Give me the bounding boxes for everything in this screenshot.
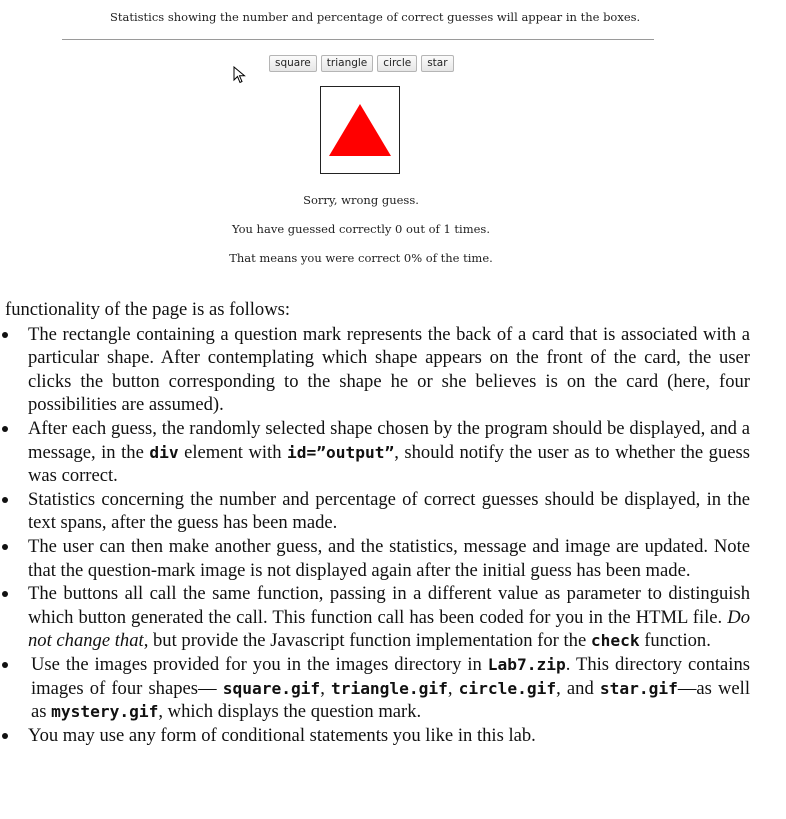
star-button[interactable]: star — [421, 55, 453, 72]
code-div: div — [149, 442, 179, 462]
divider — [62, 39, 654, 40]
instruction-list — [5, 323, 750, 748]
list-item: The user can then make another guess, and the statistics, message and image are updated. Note that the question-mark image is not displayed again after the initial guess has been made. — [5, 535, 750, 582]
code-check: check — [590, 631, 640, 651]
triangle-shape — [329, 104, 391, 156]
list-item: You may use any form of conditional statements you like in this lab. — [5, 724, 750, 748]
instructions — [5, 298, 750, 747]
square-button[interactable]: square — [269, 55, 317, 72]
list-item: Statistics concerning the number and percentage of correct guesses should be displayed, in the text spans, after the guess has been made. — [5, 488, 750, 535]
shape-button-row — [269, 55, 454, 72]
code-id-output: id=”output” — [287, 442, 395, 462]
correct-count-text: You have guessed correctly 0 out of 1 times. — [231, 222, 490, 236]
mouse-cursor-icon — [233, 66, 247, 84]
list-item: Use the images provided for you in the images directory in Lab7.zip. This directory contains images of four shapes— square.gif, triangle.gif, circle.gif, and star.gif—as well as mystery.gif, which displays the question mark. — [5, 653, 750, 724]
triangle-shape-icon — [321, 87, 399, 173]
output-message: Sorry, wrong guess. — [303, 193, 419, 207]
list-item: The buttons all call the same function, passing in a different value as parameter to distinguish which button generated the call. This function call has been coded for you in the HTML file. Do not change that, but provide the Javascript function implementation for the check function. — [5, 582, 750, 653]
list-item: The rectangle containing a question mark represents the back of a card that is associated with a particular shape. After contemplating which shape appears on the front of the card, the user clicks the button corresponding to the shape he or she believes is on the card (here, four possibilities are assumed). — [5, 323, 750, 417]
lead-text: functionality of the page is as follows: — [5, 299, 291, 320]
triangle-button[interactable]: triangle — [321, 55, 373, 72]
shape-card — [320, 86, 400, 174]
intro-text: Statistics showing the number and percentage of correct guesses will appear in the boxes. — [110, 10, 641, 24]
percent-correct-text: That means you were correct 0% of the time. — [229, 251, 493, 265]
demo-screenshot — [0, 0, 786, 290]
circle-button[interactable]: circle — [377, 55, 417, 72]
list-item: After each guess, the randomly selected shape chosen by the program should be displayed, and a message, in the div element with id=”output”, should notify the user as to whether the guess was correct. — [5, 417, 750, 488]
